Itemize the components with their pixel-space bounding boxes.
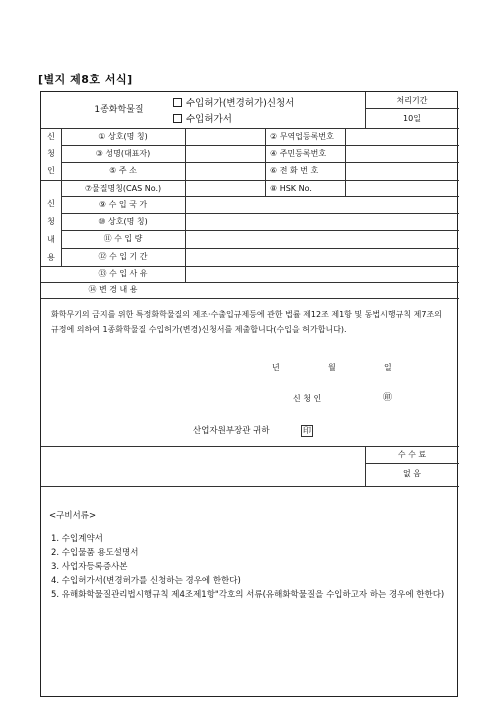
divider bbox=[61, 248, 459, 249]
divider bbox=[41, 180, 459, 181]
applicant-section-label: 청 bbox=[47, 149, 55, 158]
field-resident-registration-no: ④ 주민등록번호 bbox=[270, 149, 327, 158]
form-id: [별지 제8호 서식] bbox=[38, 73, 133, 86]
divider bbox=[185, 180, 186, 282]
documents-list bbox=[51, 532, 451, 602]
field-import-country: ⑨ 수 입 국 가 bbox=[98, 200, 148, 209]
processing-period-label: 처리기간 bbox=[396, 96, 428, 105]
list-item: 3. 사업자등록증사본 bbox=[51, 562, 128, 572]
divider bbox=[41, 266, 459, 267]
divider bbox=[41, 128, 459, 129]
application-section-label: 용 bbox=[47, 253, 55, 262]
addressee: 산업자원부장관 귀하 bbox=[193, 426, 270, 436]
field-address: ⑤ 주 소 bbox=[109, 166, 137, 175]
field-representative-name: ③ 성명(대표자) bbox=[95, 149, 151, 158]
declaration-text: 화학무기의 금지를 위한 특정화학물질의 제조·수출입규제등에 관한 법률 제12조 제1항 및 동법시행규칙 제7조의 규정에 의하여 1종화학물질 수입허가(변경)신청서를 제출합니다(수입을 허가합니다). bbox=[51, 310, 442, 334]
checkbox-icon[interactable] bbox=[173, 114, 182, 123]
list-item: 2. 수입물품 용도설명서 bbox=[51, 548, 139, 558]
fee-value: 없 음 bbox=[403, 469, 421, 478]
option-import-permit-application[interactable]: 수입허가(변경허가)신청서 bbox=[173, 98, 294, 109]
list-item: 1. 수입계약서 bbox=[51, 534, 103, 544]
processing-period-value: 10일 bbox=[403, 114, 421, 123]
field-import-period: ⑫ 수 입 기 간 bbox=[98, 252, 148, 261]
field-import-quantity: ⑪ 수 입 량 bbox=[103, 234, 143, 243]
documents-title: <구비서류> bbox=[49, 511, 97, 521]
applicant-section-label: 신 bbox=[47, 132, 55, 141]
fee-label: 수 수 료 bbox=[397, 450, 427, 459]
divider bbox=[61, 145, 459, 146]
field-trade-registration-no: ② 무역업등록번호 bbox=[270, 132, 334, 141]
option-import-permit[interactable]: 수입허가서 bbox=[173, 114, 232, 125]
date-day-label: 일 bbox=[384, 363, 392, 372]
field-business-name: ① 상호(명 칭) bbox=[98, 132, 148, 141]
date-month-label: 월 bbox=[328, 363, 336, 372]
field-hsk-no: ⑧ HSK No. bbox=[270, 184, 312, 193]
divider bbox=[61, 162, 459, 163]
divider bbox=[61, 213, 459, 214]
divider bbox=[41, 298, 459, 299]
application-form bbox=[40, 91, 458, 697]
field-substance-name: ⑦물질명칭(CAS No.) bbox=[84, 184, 162, 193]
divider bbox=[41, 486, 459, 487]
divider bbox=[61, 196, 459, 197]
divider bbox=[41, 282, 459, 283]
application-section-label: 신 bbox=[47, 199, 55, 208]
list-item: 5. 유해화학물질관리법시행규칙 제4조제1항"각호의 서류(유해화학물질을 수입하고자 하는 경우에 한한다) bbox=[51, 590, 445, 600]
date-year-label: 년 bbox=[272, 363, 280, 372]
divider bbox=[365, 108, 459, 109]
divider bbox=[41, 446, 459, 447]
application-section-label: 청 bbox=[47, 217, 55, 226]
divider bbox=[365, 463, 459, 464]
applicant-section-label: 인 bbox=[47, 166, 55, 175]
official-seal-icon: 印 bbox=[303, 426, 311, 435]
field-import-reason: ⑬ 수 입 사 유 bbox=[98, 269, 148, 278]
field-supplier-name: ⑩ 상호(명 칭) bbox=[98, 217, 148, 226]
list-item: 4. 수입허가서(변경허가를 신청하는 경우에 한한다) bbox=[51, 576, 241, 586]
substance-class-label: 1종화학물질 bbox=[94, 105, 144, 115]
applicant-signature-label: 신 청 인 bbox=[293, 394, 322, 403]
checkbox-icon[interactable] bbox=[173, 98, 182, 107]
application-section-label: 내 bbox=[47, 235, 55, 244]
field-change-details: ⑭ 변 경 내 용 bbox=[88, 285, 138, 294]
seal-icon: ㊞ bbox=[383, 393, 393, 403]
field-phone-number: ⑥ 전 화 번 호 bbox=[270, 166, 319, 175]
divider bbox=[61, 230, 459, 231]
